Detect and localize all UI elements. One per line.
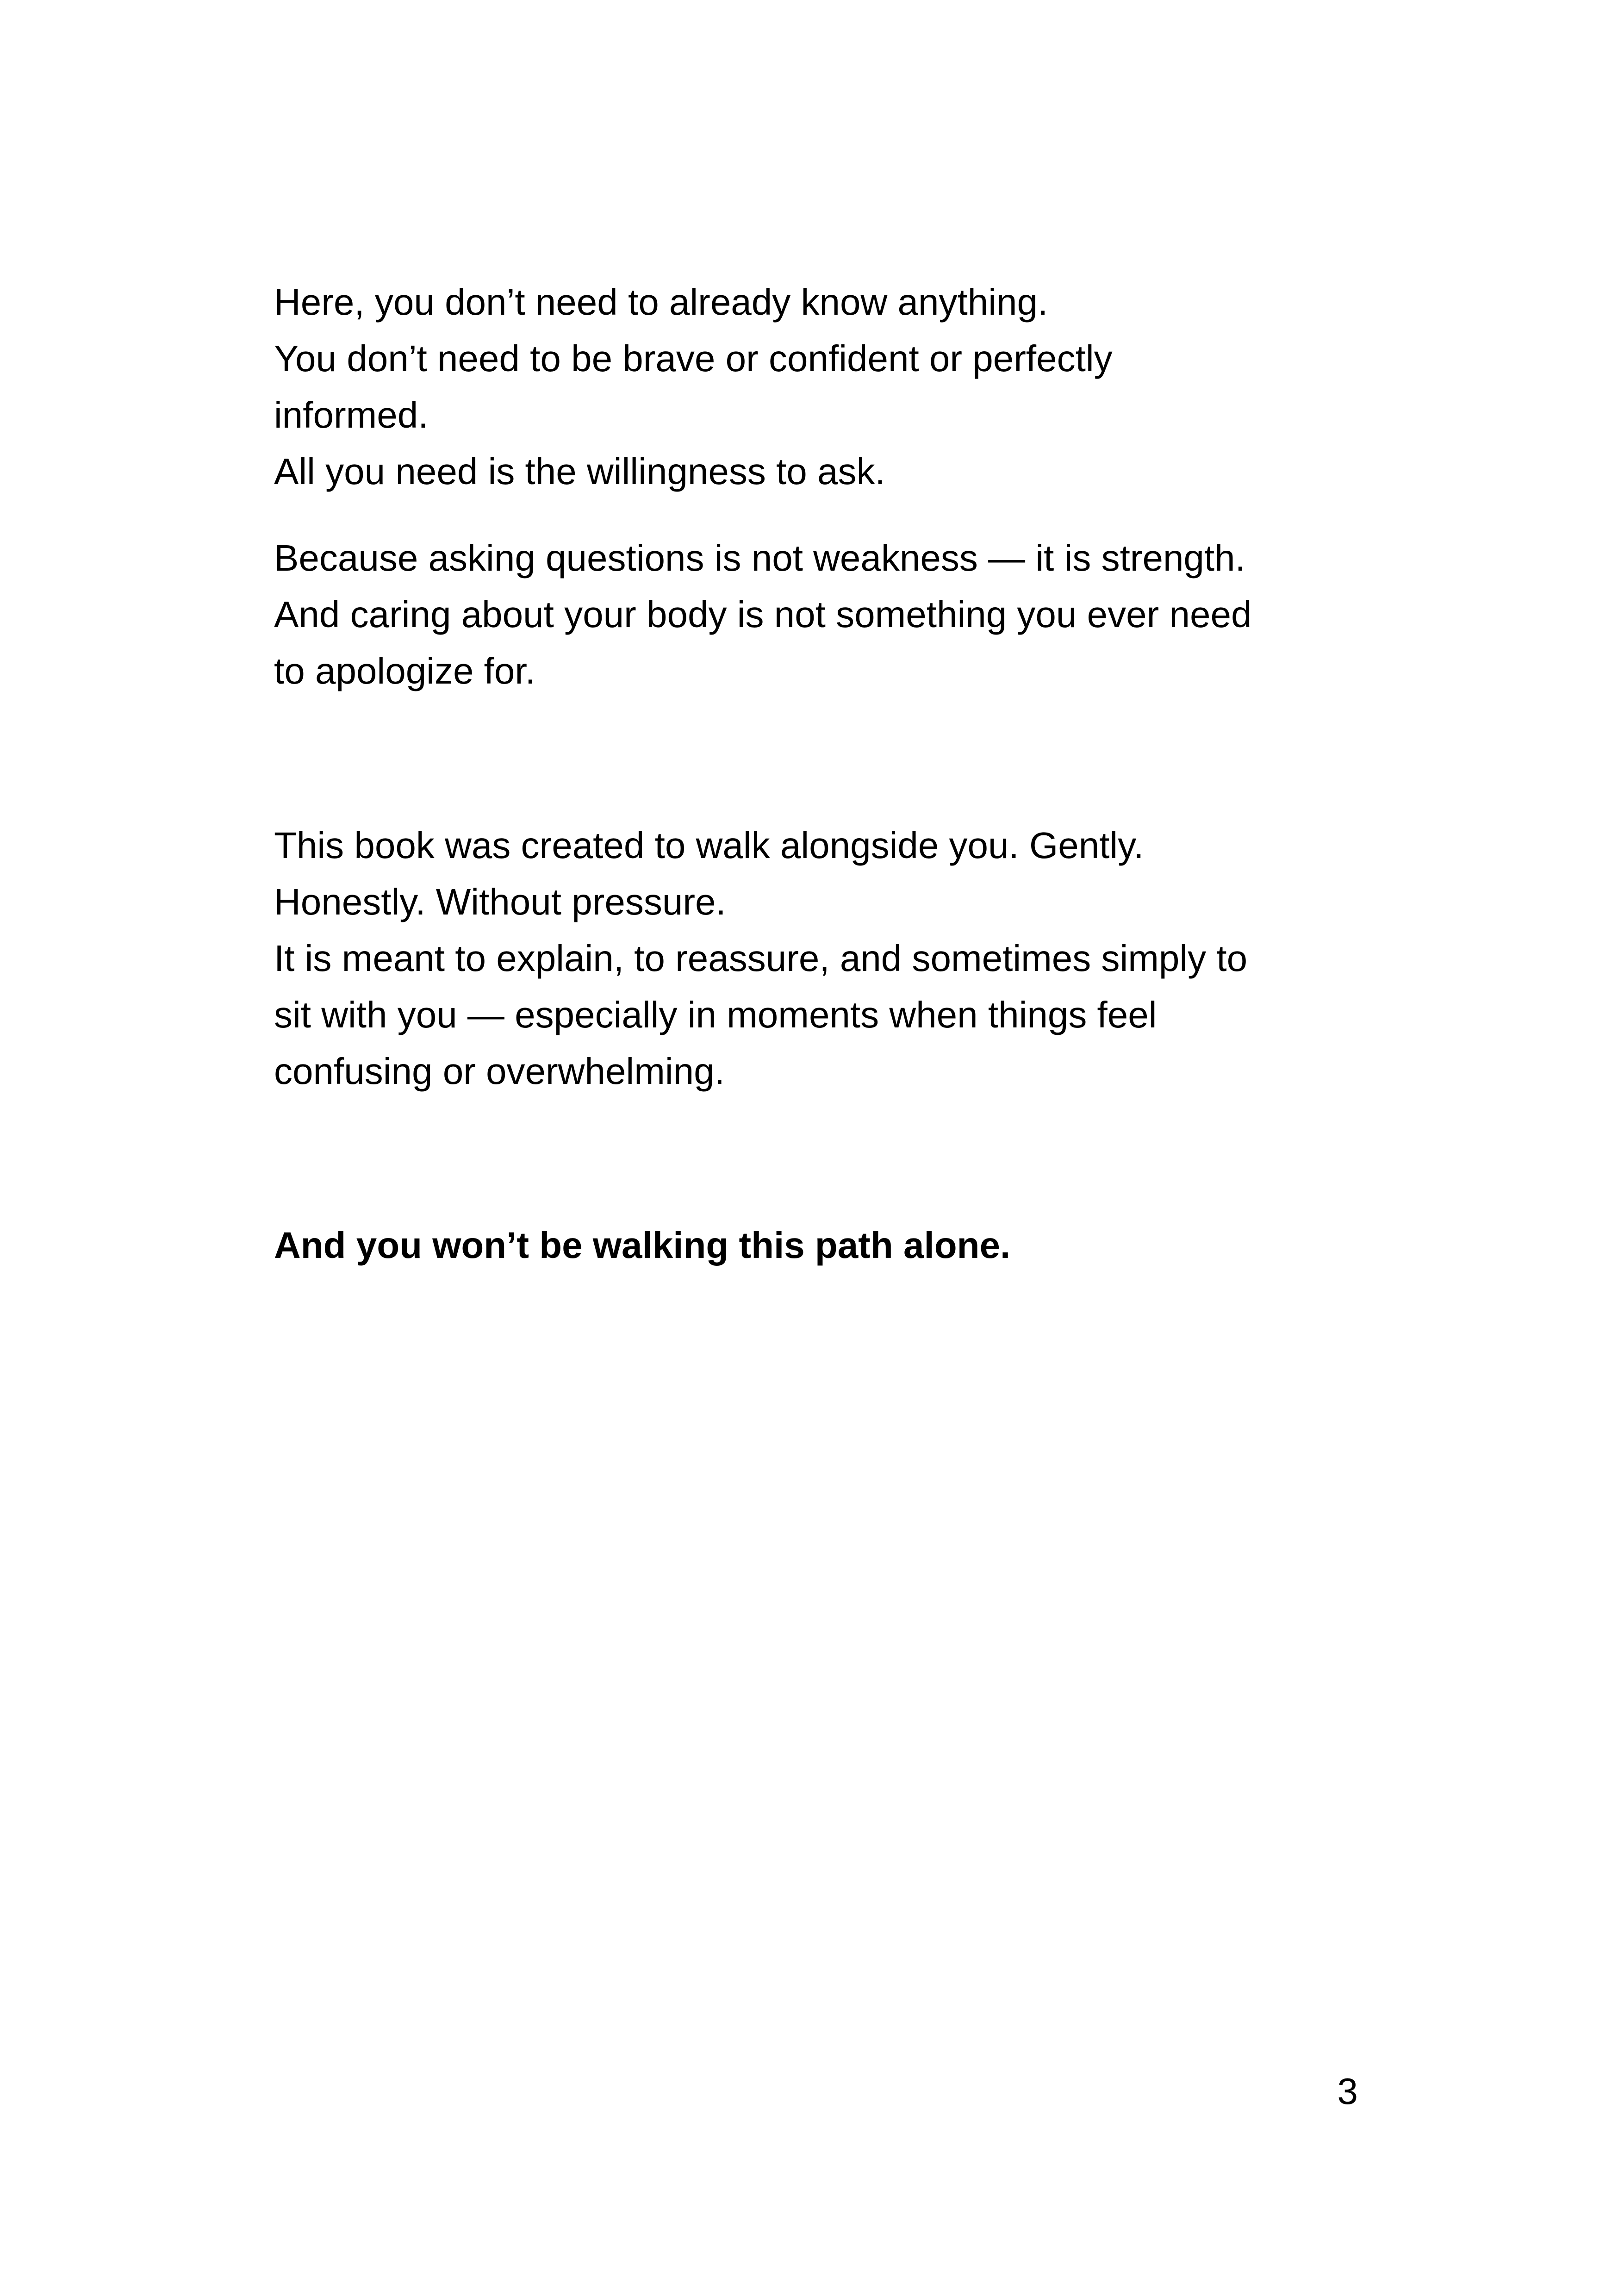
paragraph-line: Here, you don’t need to already know anything. [274,281,1048,323]
page-number: 3 [1337,2071,1358,2112]
paragraph-line: You don’t need to be brave or confident or perfectly [274,338,1113,379]
paragraph-line: Because asking questions is not weakness — it is strength. [274,537,1245,579]
paragraph-line: All you need is the willingness to ask. [274,451,885,492]
paragraph-line: to apologize for. [274,650,535,691]
paragraph-line: Honestly. Without pressure. [274,881,726,922]
paragraph-line: It is meant to explain, to reassure, and sometimes simply to [274,938,1248,979]
paragraph-line: And caring about your body is not something you ever need [274,594,1252,635]
paragraph-line: informed. [274,394,429,436]
closing-line: And you won’t be walking this path alone. [274,1225,1011,1266]
paragraph-line: confusing or overwhelming. [274,1051,725,1092]
paragraph-2 [274,530,1348,699]
paragraph-3 [274,817,1348,1100]
paragraph-line: This book was created to walk alongside you. Gently. [274,825,1144,866]
closing-statement [274,1217,1348,1274]
paragraph-line: sit with you — especially in moments when things feel [274,994,1157,1035]
paragraph-1 [274,274,1348,500]
